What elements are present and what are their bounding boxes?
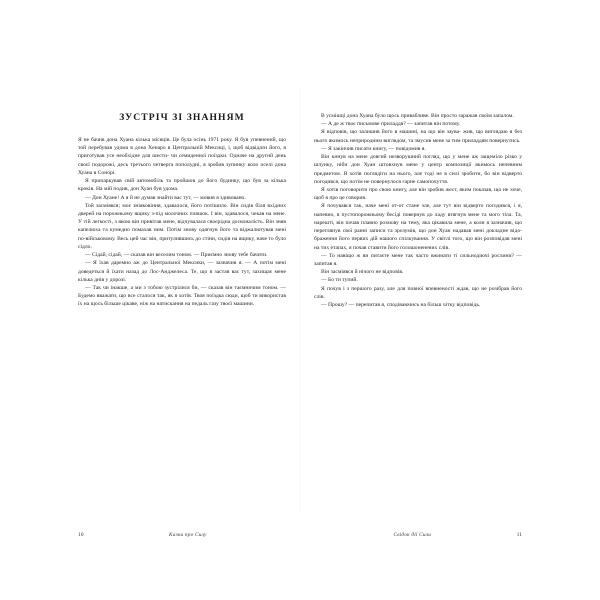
page-number: 11	[516, 532, 522, 538]
right-page-footer	[300, 532, 522, 538]
paragraph: В усмішці дона Хуана було щось привабливе. Він просто заражав своїм запалом.	[321, 113, 514, 119]
right-page	[300, 88, 522, 538]
paragraph: Я припаркував свій автомобіль та пройшов до його будинку, що був за кілька кроків. На мій подив, дон Хуан був удома.	[78, 178, 286, 193]
paragraph: Я відповів, що залишив його в машині, на що він заува- жив, що виглядаю я без нього якимось неприродним виглядом, та змусив мене за тим приладдям повернутись.	[314, 129, 522, 144]
paragraph: — Так чи інакше, а ми з тобою зустрілися би, — сказав він таємничим тоном. — Будемо вважати, що все сталося так, як я хотів. Твоя поїздка сюди, щоб ти використав їх на щось більше цікаве, ніж на натискання на педаль газу твоєї машини.	[78, 284, 286, 308]
paragraph: Я почув і з першого разу, але для повної впевненості ждав, що не розібрав його слів.	[314, 285, 522, 300]
paragraph: — Я закінчив писати книгу, — повідомив я.	[321, 145, 426, 152]
paragraph: Я не бачив дона Хуана кілька місяців. Це була осінь 1971 року. Я був упевнений, що той перебував удома в дона Хенаро в Центральній Мексиці, і, щоб відвідати його, я приготував усе необхідне для шести- чи семиденної поїздки. Одначе на другий день своєї подорожі, десь третього четверга пополудні, я зробив зупинку коло оселі дона Хуана в Сонорі.	[78, 137, 286, 176]
paragraph: — Бо ти тупий.	[321, 277, 358, 284]
paragraph: Я почувався так, наче мені от-от стане зле, але тут він відверто погодився, і я, напевно, в пустопорожньому бесіді повернув до ладу втягнув мене та мого тіла. Та, нарешті, він почав плавно розмову на тему, яка цікавила мене, а коли я зазначив, що переглянув свої ранні записи та зрозумів, що дон Хуан надавав мені докладне відо- браження його первих дій нашого спілкування. У світлі того, що він розповідав мені на тих етапах, я почав ставити його голошоненених слів.	[314, 203, 522, 251]
page-number: 10	[78, 532, 84, 538]
chapter-title: ЗУСТРІЧ ЗІ ЗНАННЯМ	[119, 112, 245, 123]
left-page	[78, 88, 300, 538]
left-page-body	[78, 136, 286, 309]
paragraph: Він засміявся й нічого не відповів.	[321, 269, 404, 276]
running-head: Казки про Силу	[169, 532, 207, 538]
paragraph: — Я їхав даремно аж до Центральної Мексики, — зазначив я. — А потім мені доведеться й їхати назад до Лос-Анджелеса. Те, що я застав вас тут, захищає мене кілька днів у дорозі.	[78, 260, 286, 283]
book-pages	[78, 88, 522, 538]
running-head: Свідок дії Сили	[393, 532, 432, 538]
paragraph: — Прошу? — перепитав я, сподіваючись на більш чітку відповідь.	[321, 302, 481, 309]
paragraph: — Дон Хуане! А я й не думав знайти вас тут, — мовив я здивовано.	[85, 194, 246, 201]
paragraph: — А де ж твоє письмове приладдя? — запитав він потому.	[321, 121, 461, 128]
paragraph: Він кинув на мене довгий незворушний погляд, що у мене аж защеміло різко у шлунку, ніби дон Хуан штовхнув мене у центр композиції якимось непевним предметом. Я хотів поглядіти на нього, але тоді не в силі зробити, бо він відверто погодився, що потім не повернулося гарне самопочуття.	[314, 154, 522, 185]
paragraph: Я хотів поговорити про свою книгу, але він зробив жест, яким показав, що не хоче, щоб я про це говорив.	[314, 186, 522, 202]
right-page-body	[314, 112, 522, 309]
paragraph: — Сідай, сідай, — сказав він веселим тоном. — Приємно знову тебе бачити.	[85, 252, 268, 259]
paragraph: — То навіщо ж ви питаєте мене так часто вжинати ті сильнодіючі рослини? — запитав я.	[314, 252, 522, 267]
paragraph: Той засміявся; моє зніяковіння, здавалося, його потішило. Він сидів біля вхідних дверей на порожньому ящику з-під молочних пляшок. І він, здавалося, чекав на мене. У тій легкості, з якою він привітав мене, відчувалася своєрідна досконалість. Він зняв капелюха та кумедно помахав ним. Потім знову одягнув його та віджалютував мені по-військовому. Весь цей час він, притулившись до стіни, сидів на ящику, наче то було сідло.	[78, 202, 286, 250]
left-page-footer	[78, 532, 300, 538]
